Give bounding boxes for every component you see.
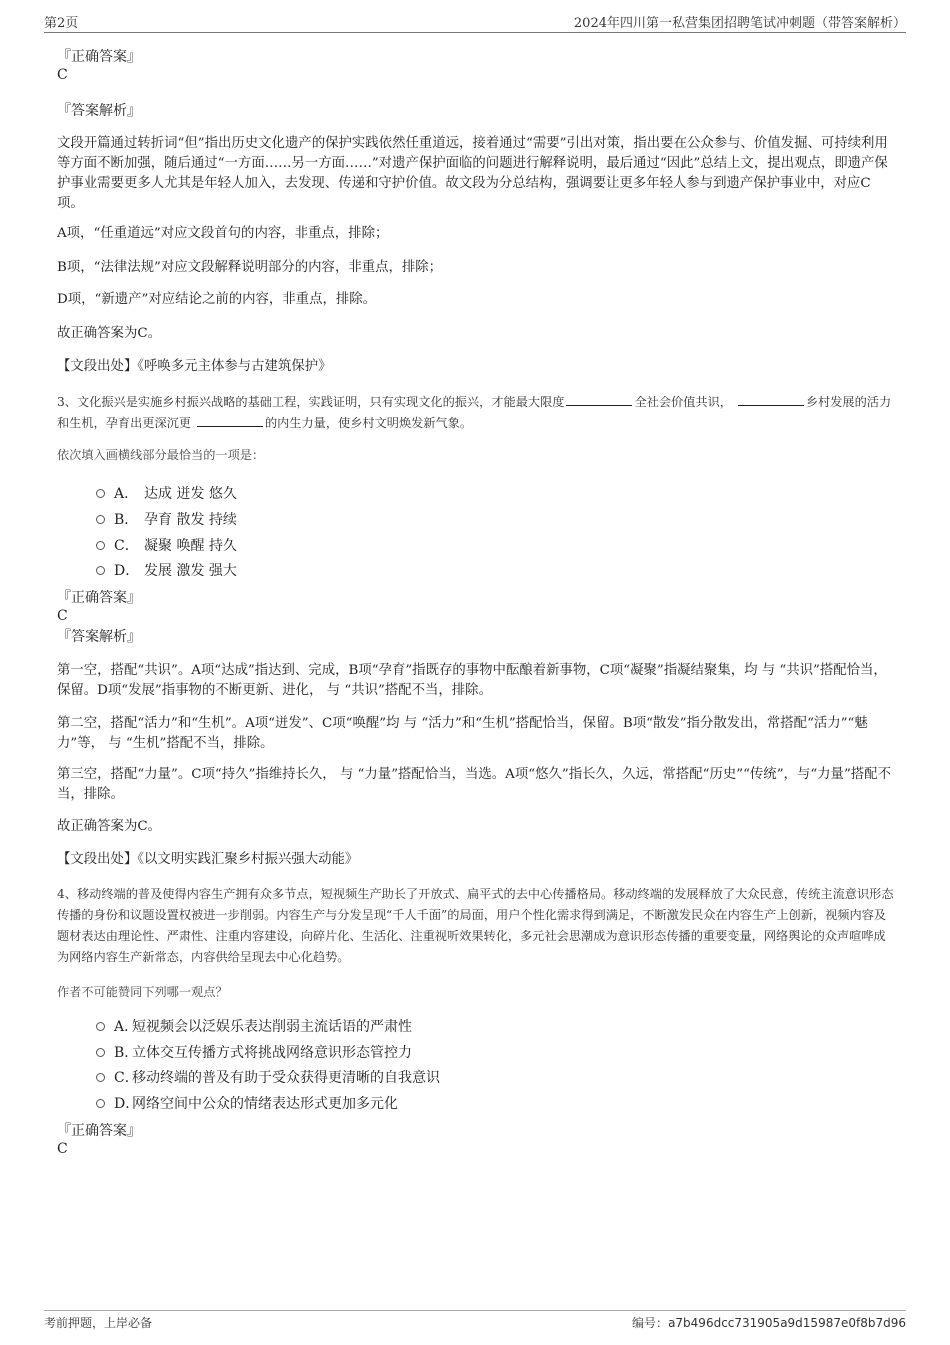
source-citation: 【文段出处】《以文明实践汇聚乡村振兴强大动能》 <box>57 852 359 867</box>
analysis-conclusion: 故正确答案为C。 <box>57 819 161 834</box>
radio-icon[interactable] <box>96 1073 105 1082</box>
header-divider <box>44 32 906 33</box>
document-title: 2024年四川第一私营集团招聘笔试冲刺题（带答案解析） <box>573 16 906 31</box>
radio-icon[interactable] <box>96 489 105 498</box>
answer-value: C <box>57 1141 68 1157</box>
blank-1 <box>566 392 632 406</box>
answer-label: 『正确答案』 <box>57 1123 141 1139</box>
option-c[interactable]: C． 移动终端的普及有助于受众获得更清晰的自我意识 <box>96 1067 440 1087</box>
source-citation: 【文段出处】《呼唤多元主体参与古建筑保护》 <box>57 359 332 374</box>
question-3-stem: 3、文化振兴是实施乡村振兴战略的基础工程，实践证明，只有实现文化的振兴，才能最大限度 全社会价值共识， 乡村发展的活力和生机，孕育出更深沉更 的内生力量，使乡村文明焕发新气象。 <box>57 392 897 434</box>
analysis-conclusion: 故正确答案为C。 <box>57 326 161 341</box>
analysis-blank-3: 第三空，搭配“力量”。C项“持久”指维持长久， 与 “力量”搭配恰当，当选。A项“悠久”指长久，久远，常搭配“历史”“传统”，与“力量”搭配不当，排除。 <box>57 767 891 802</box>
analysis-paragraph: 文段开篇通过转折词“但”指出历史文化遗产的保护实践依然任重道远，接着通过“需要”引出对策，指出要在公众参与、价值发掘、可持续利用等方面不断加强，随后通过“一方面……另一方面……”对遗产保护面临的问题进行解释说明，最后通过“因此”总结上文，提出观点，即遗产保护事业需要更多人尤其是年轻人加入，去发现、传递和守护价值。故文段为分总结构，强调要让更多年轻人参与到遗产保护事业中，对应C项。 <box>57 136 888 211</box>
answer-value: C <box>57 67 68 83</box>
option-d[interactable]: D． 网络空间中公众的情绪表达形式更加多元化 <box>96 1093 398 1113</box>
page-number: 第2页 <box>44 16 79 31</box>
radio-icon[interactable] <box>96 1022 105 1031</box>
analysis-blank-2: 第二空，搭配“活力”和“生机”。A项“迸发”、C项“唤醒”均 与 “活力”和“生机”搭配恰当，保留。B项“散发”指分散发出，常搭配“活力”“魅力”等， 与 “生机”搭配不当，排除。 <box>57 716 868 751</box>
answer-label: 『正确答案』 <box>57 49 141 65</box>
analysis-label: 『答案解析』 <box>57 629 141 645</box>
analysis-label: 『答案解析』 <box>57 103 141 119</box>
option-b[interactable]: B． 孕育 散发 持续 <box>96 509 237 529</box>
question-3-instruction: 依次填入画横线部分最恰当的一项是： <box>57 448 265 462</box>
footer-divider <box>44 1310 906 1311</box>
footer-slogan: 考前押题，上岸必备 <box>44 1316 153 1330</box>
analysis-blank-1: 第一空，搭配“共识”。A项“达成”指达到、完成，B项“孕育”指既存的事物中酝酿着新事物，C项“凝聚”指凝结聚集，均 与 “共识”搭配恰当，保留。D项“发展”指事物的不断更新、进化， 与 “共识”搭配不当，排除。 <box>57 663 887 698</box>
radio-icon[interactable] <box>96 541 105 550</box>
document-id: 编号：a7b496dcc731905a9d15987e0f8b7d96 <box>632 1316 906 1330</box>
option-c[interactable]: C． 凝聚 唤醒 持久 <box>96 535 237 555</box>
option-d[interactable]: D． 发展 激发 强大 <box>96 560 237 580</box>
question-4-instruction: 作者不可能赞同下列哪一观点？ <box>57 985 228 999</box>
analysis-option-b: B项，“法律法规”对应文段解释说明部分的内容，非重点，排除； <box>57 260 443 275</box>
radio-icon[interactable] <box>96 1048 105 1057</box>
radio-icon[interactable] <box>96 515 105 524</box>
answer-label: 『正确答案』 <box>57 590 141 606</box>
radio-icon[interactable] <box>96 566 105 575</box>
analysis-option-d: D项，“新遗产”对应结论之前的内容，非重点，排除。 <box>57 292 377 307</box>
blank-3 <box>197 413 263 427</box>
analysis-option-a: A项，“任重道远”对应文段首句的内容，非重点，排除； <box>57 226 389 241</box>
blank-2 <box>738 392 804 406</box>
option-b[interactable]: B． 立体交互传播方式将挑战网络意识形态管控力 <box>96 1042 412 1062</box>
option-a[interactable]: A． 短视频会以泛娱乐表达削弱主流话语的严肃性 <box>96 1016 412 1036</box>
radio-icon[interactable] <box>96 1099 105 1108</box>
question-4-stem: 4、移动终端的普及使得内容生产拥有众多节点，短视频生产助长了开放式、扁平式的去中心传播格局。移动终端的发展释放了大众民意，传统主流意识形态传播的身份和议题设置权被进一步削弱。内容生产与分发呈现“千人千面”的局面，用户个性化需求得到满足，不断激发民众在内容生产上创新，视频内容及题材表达由理论性、严肃性、注重内容建设，向碎片化、生活化、注重视听效果转化，多元社会思潮成为意识形态传播的重要变量，网络舆论的众声喧哗成为网络内容生产新常态，内容供给呈现去中心化趋势。 <box>57 887 894 964</box>
answer-value: C <box>57 608 68 624</box>
option-a[interactable]: A． 达成 迸发 悠久 <box>96 483 237 503</box>
